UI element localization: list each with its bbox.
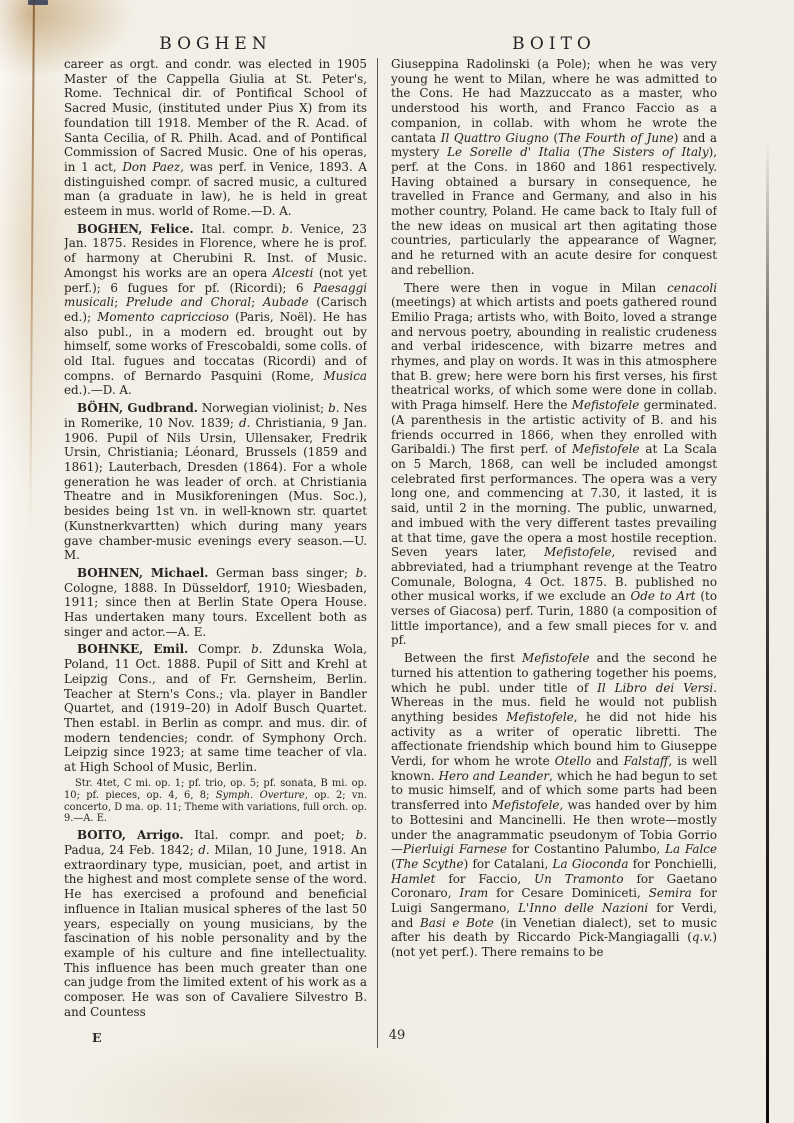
entry-boito-arrigo: BOITO, Arrigo. Ital. compr. and poet; b. Padua, 24 Feb. 1842; d. Milan, 10 June, 1918. An extraordinary type, musician, poet, and artist in the highest and most complete sense of the word. He has exercised a profound and beneficial influence in Italian musical spheres of the last 50 years, especially on young musicians, by the fascination of his noble personality and by the example of his culture and fine intellectuality. This influence has been much greater than one can judge from the limited extent of his work as a composer. He was son of Cavaliere Silvestro B. and Countess	[64, 828, 367, 1019]
entry-bohnke-emil: BOHNKE, Emil. Compr. b. Zdunska Wola, Poland, 11 Oct. 1888. Pupil of Sitt and Krehl at Leipzig Cons., and of Fr. Gernsheim, Berlin. Teacher at Stern's Cons.; vla. player in Bandler Quartet, and (1919–20) in Adolf Busch Quartet. Then establ. in Berlin as compr. and mus. dir. of modern tendencies; condr. of Symphony Orch. Leipzig since 1923; at same time teacher of vla. at High School of Music, Berlin.	[64, 642, 367, 775]
entry-boghen-felice: BOGHEN, Felice. Ital. compr. b. Venice, 23 Jan. 1875. Resides in Florence, where he is prof. of harmony at Cherubini R. Inst. of Music. Amongst his works are an opera Alcesti (not yet perf.); 6 fugues for pf. (Ricordi); 6 Paesaggi musicali; Prelude and Choral; Aubade (Carisch ed.); Momento capriccioso (Paris, Noël). He has also publ., in a modern ed. brought out by himself, some works of Frescobaldi, some colls. of old Ital. fugues and toccatas (Ricordi) and of compns. of Bernardo Pasquini (Rome, Musica ed.).—D. A.	[64, 221, 367, 398]
page-gutter-highlight	[0, 0, 30, 1123]
right-column	[391, 57, 717, 1049]
running-head-right: BOITO	[512, 34, 596, 54]
page-number: 49	[388, 1028, 406, 1043]
boito-milan-cenacoli-paragraph: There were then in vogue in Milan cenacoli (meetings) at which artists and poets gathered round Emilio Praga; artists who, with Boito, loved a strange and nervous poetry, abounding in realistic crudeness and verbal iridescence, with bizarre metres and rhymes, and play on words. It was in this atmosphere that B. grew; here were born his first verses, his first theatrical works, of which some were done in collab. with Praga himself. Here the Mefistofele germinated. (A parenthesis in the artistic activity of B. and his friends occurred in 1866, when they enrolled with Garibaldi.) The first perf. of Mefistofele at La Scala on 5 March, 1868, can well be included amongst celebrated first performances. The opera was a very long one, and commencing at 7.30, it lasted, it is said, until 2 in the morning. The public, unwarned, and imbued with the very different tastes prevailing at that time, gave the opera a most hostile reception. Seven years later, Mefistofele, revised and abbreviated, had a triumphant revenge at the Teatro Comunale, Bologna, 4 Oct. 1875. B. published no other musical works, if we exclude an Ode to Art (to verses of Giacosa) perf. Turin, 1880 (a composition of little importance), and a few small pieces for v. and pf.	[391, 280, 717, 648]
entry-boito-continuation: Giuseppina Radolinski (a Pole); when he was very young he went to Milan, where he was admitted to the Cons. He had Mazzuccato as a master, who understood his worth, and Franco Faccio as a companion, in collab. with whom he wrote the cantata Il Quattro Giugno (The Fourth of June) and a mystery Le Sorelle d' Italia (The Sisters of Italy), perf. at the Cons. in 1860 and 1861 respectively. Having obtained a bursary in consequence, he travelled in France and Germany, and also in his mother country, Poland. He came back to Italy full of the new ideas on musical art then agitating those countries, particularly the appearance of Wagner, and he returned with an acute desire for conquest and rebellion.	[391, 57, 717, 277]
running-head-left: BOGHEN	[159, 34, 272, 54]
left-column	[64, 57, 367, 1039]
continued-entry-text: career as orgt. and condr. was elected in 1905 Master of the Cappella Giulia at St. Peter's, Rome. Technical dir. of Pontifical School of Sacred Music, (instituted under Pius X) from its foundation till 1918. Member of the R. Acad. of Santa Cecilia, of R. Philh. Acad. and of Pontifical Commission of Sacred Music. One of his operas, in 1 act, Don Paez, was perf. in Venice, 1893. A distinguished compr. of sacred music, a cultured man (a graduate in law), he is held in great esteem in mus. world of Rome.—D. A.	[64, 57, 367, 219]
boito-libretti-paragraph: Between the first Mefistofele and the second he turned his attention to gathering together his poems, which he publ. under title of Il Libro dei Versi. Whereas in the mus. field he would not publish anything besides Mefistofele, he did not hide his activity as a writer of operatic libretti. The affectionate friendship which bound him to Giuseppe Verdi, for whom he wrote Otello and Falstaff, is well known. Hero and Leander, which he had begun to set to music himself, and of which some parts had been transferred into Mefistofele, was handed over by him to Bottesini and Mancinelli. He then wrote—mostly under the anagrammatic pseudonym of Tobia Gorrio—Pierluigi Farnese for Costantino Palumbo, La Falce (The Scythe) for Catalani, La Gioconda for Ponchielli, Hamlet for Faccio, Un Tramonto for Gaetano Coronaro, Iram for Cesare Dominiceti, Semira for Luigi Sangermano, L'Inno delle Nazioni for Verdi, and Basi e Bote (in Venetian dialect), set to music after his death by Riccardo Pick-Mangiagalli (q.v.) (not yet perf.). There remains to be	[391, 651, 717, 960]
column-divider-rule	[377, 58, 378, 1048]
bohnke-works-list: Str. 4tet, C mi. op. 1; pf. trio, op. 5; pf. sonata, B mi. op. 10; pf. pieces, op. 4, 6, 8; Symph. Overture, op. 2; vn. concerto, D ma. op. 11; Theme with variations, full orch. op. 9.—A. E.	[64, 777, 367, 825]
entry-bohn-gudbrand: BÖHN, Gudbrand. Norwegian violinist; b. Nes in Romerike, 10 Nov. 1839; d. Christiania, 9 Jan. 1906. Pupil of Nils Ursin, Ullensaker, Fredrik Ursin, Christiania; Léonard, Brussels (1859 and 1861); Lauterbach, Dresden (1864). For a whole generation he was leader of orch. at Christiania Theatre and in Musikforeningen (Mus. Soc.), besides being 1st vn. in well-known str. quartet (Kunstnerkvartten) which during many years gave chamber-music evenings every season.—U. M.	[64, 401, 367, 563]
signature-mark: E	[92, 1030, 102, 1045]
corner-ink-mark	[28, 0, 48, 5]
scan-edge-shadow	[766, 140, 769, 1123]
entry-bohnen-michael: BOHNEN, Michael. German bass singer; b. Cologne, 1888. In Düsseldorf, 1910; Wiesbaden, 1911; since then at Berlin State Opera House. Has undertaken many tours. Excellent both as singer and actor.—A. E.	[64, 565, 367, 639]
